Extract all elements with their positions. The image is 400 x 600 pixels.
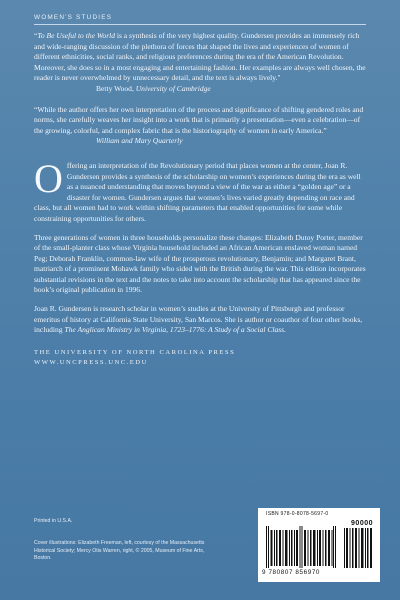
quote-1-attribution: Betty Wood, University of Cambridge — [96, 83, 211, 93]
price-barcode-icon — [344, 528, 372, 568]
isbn-text: ISBN 978-0-8078-5697-0 — [266, 511, 329, 517]
description-para-1: Offering an interpretation of the Revolutionary period that places women at the center, Joan R. Gundersen provides a synthesis of the scholarship on women’s experiences during the era as well as a nuanced understanding that moves beyond a view of the war as either a “golden age” or a disaster for women. Gundersen argues that women’s lives varied greatly depending on race and class, but all women had to work within shifting parameters that enabled opportunities for some while constraining opportunities for others. — [34, 155, 361, 223]
quote-2-attribution: William and Mary Quarterly — [96, 136, 183, 146]
publisher-block — [34, 348, 366, 368]
price-code: 90000 — [351, 520, 373, 527]
publisher-url[interactable]: WWW.UNCPRESS.UNC.EDU — [34, 358, 148, 366]
review-quote-2 — [34, 105, 366, 147]
author-bio: Joan R. Gundersen is research scholar in women’s studies at the University of Pittsburgh and professor emeritus of history at California State University, San Marcos. She is author or coauthor of four other books, including The Anglican Ministry in Virginia, 1723–1776: A Study of a Social Class. — [34, 304, 363, 335]
description-para-2: Three generations of women in three households personalize these changes: Elizabeth Dutoy Porter, member of the small-planter class whose Virginia household included an African American enslaved woman named Peg; Deborah Franklin, common-law wife of the prosperous revolutionary, Benjamin; and Margaret Brant, matriarch of a prominent Mohawk family who sided with the British during the war. This edition incorporates substantial revisions in the text and the notes to take into account the scholarship that has appeared since the book’s original publication in 1996. — [34, 232, 366, 295]
quote-1-text: “To Be Useful to the World is a synthesis of the very highest quality. Gundersen provides an immensely rich and wide-ranging discussion of the plethora of forces that shaped the lives and experiences of women of different ethnicities, social ranks, and religious preferences during the era of the American Revolution. Moreover, she does so in a most engaging and entertaining fashion. Her examples are always well chosen, the reader is never overwhelmed by unnecessary detail, and the text is always lively." — [34, 31, 366, 83]
header-divider — [34, 24, 366, 25]
section-label: WOMEN'S STUDIES — [34, 14, 113, 21]
quote-2-text: “While the author offers her own interpretation of the process and significance of shifting gendered roles and norms, she carefully weaves her insight into a work that is primarily a presentation—even a celebration—of the growing, colorful, and complex fabric that is the historiography of women in early America.” — [34, 104, 364, 135]
drop-cap: O — [34, 155, 63, 201]
description — [34, 155, 366, 336]
quote-1-title: To Be Useful to the World — [37, 31, 115, 40]
barcode-box — [258, 508, 380, 582]
barcode-icon — [266, 522, 336, 568]
publisher-name: THE UNIVERSITY OF NORTH CAROLINA PRESS — [34, 348, 236, 356]
cover-credits: Cover illustrations: Elizabeth Freeman, left, courtesy of the Massachusetts Historical Society; Mercy Otis Warren, right, © 2005, Museum of Fine Arts, Boston. — [34, 540, 205, 562]
review-quote-1 — [34, 31, 366, 95]
printed-in: Printed in U.S.A. — [34, 518, 73, 524]
barcode-digits: 9 780807 856970 — [262, 569, 321, 576]
